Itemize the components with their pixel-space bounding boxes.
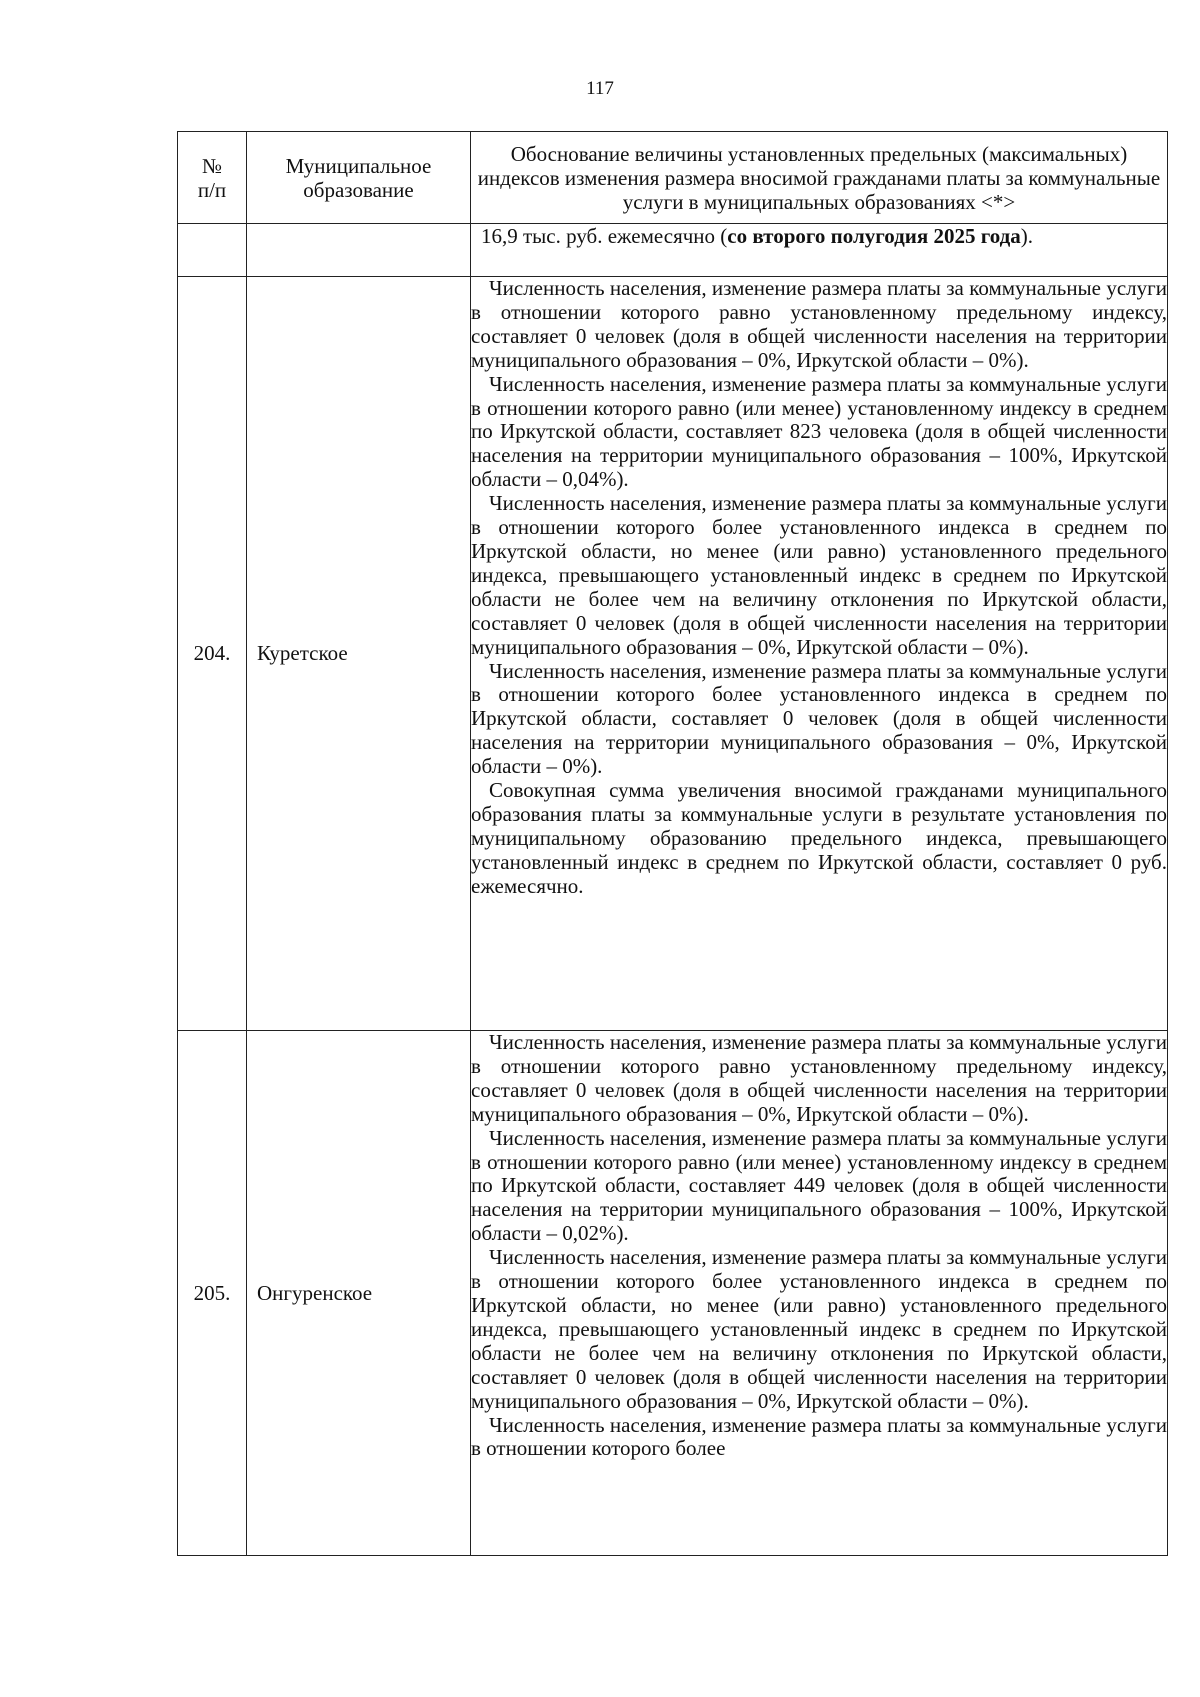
continuation-row (178, 224, 1168, 277)
header-municipality: Муниципальное образование (247, 132, 471, 224)
table-row (178, 1031, 1168, 1556)
row-municipality: Куретское (247, 277, 471, 1031)
header-number: № п/п (178, 132, 247, 224)
paragraph: Численность населения, изменение размера платы за коммунальные услуги в отношении которого равно (или менее) установленному индексу в среднем по Иркутской области, составляет 449 человек (доля в общей численности населения на территории муниципального образования – 100%, Иркутской области – 0,02%). (471, 1125, 1167, 1246)
table-row (178, 277, 1168, 1031)
continuation-bold: со второго полугодия 2025 года (727, 224, 1021, 248)
row-number: 204. (178, 277, 247, 1031)
row-number: 205. (178, 1031, 247, 1556)
row-justification (471, 277, 1168, 1031)
continuation-text: 16,9 тыс. руб. ежемесячно (со второго полугодия 2025 года). (471, 224, 1168, 277)
paragraph: Численность населения, изменение размера платы за коммунальные услуги в отношении которого равно установленному предельному индексу, составляет 0 человек (доля в общей численности населения на территории муниципального образования – 0%, Иркутской области – 0%). (471, 1030, 1167, 1126)
page-number: 117 (586, 78, 614, 99)
paragraph: Численность населения, изменение размера платы за коммунальные услуги в отношении которого более установленного индекса в среднем по Иркутской области, но менее (или равно) установленного предельного индекса, превышающего установленный индекс в среднем по Иркутской области не более чем на величину отклонения по Иркутской области, составляет 0 человек (доля в общей численности населения на территории муниципального образования – 0%, Иркутской области – 0%). (471, 491, 1167, 659)
row-justification (471, 1031, 1168, 1556)
header-justification: Обоснование величины установленных предельных (максимальных) индексов изменения размера вносимой гражданами платы за коммунальные услуги в муниципальных образованиях <*> (471, 132, 1168, 224)
table-header-row (178, 132, 1168, 224)
paragraph: Численность населения, изменение размера платы за коммунальные услуги в отношении которого более (471, 1412, 1167, 1461)
row-municipality: Онгуренское (247, 1031, 471, 1556)
paragraph: Численность населения, изменение размера платы за коммунальные услуги в отношении которого равно (или менее) установленному индексу в среднем по Иркутской области, составляет 823 человека (доля в общей численности населения на территории муниципального образования – 100%, Иркутской области – 0,04%). (471, 371, 1167, 492)
tariff-justification-table (177, 131, 1168, 1556)
paragraph: Численность населения, изменение размера платы за коммунальные услуги в отношении которого равно установленному предельному индексу, составляет 0 человек (доля в общей численности населения на территории муниципального образования – 0%, Иркутской области – 0%). (471, 276, 1167, 372)
paragraph: Численность населения, изменение размера платы за коммунальные услуги в отношении которого более установленного индекса в среднем по Иркутской области, составляет 0 человек (доля в общей численности населения на территории муниципального образования – 0%, Иркутской области – 0%). (471, 658, 1167, 779)
paragraph: Численность населения, изменение размера платы за коммунальные услуги в отношении которого более установленного индекса в среднем по Иркутской области, но менее (или равно) установленного предельного индекса, превышающего установленный индекс в среднем по Иркутской области не более чем на величину отклонения по Иркутской области, составляет 0 человек (доля в общей численности населения на территории муниципального образования – 0%, Иркутской области – 0%). (471, 1245, 1167, 1413)
paragraph: Совокупная сумма увеличения вносимой гражданами муниципального образования платы за коммунальные услуги в результате установления по муниципальному образованию предельного индекса, превышающего установленный индекс в среднем по Иркутской области, составляет 0 руб. ежемесячно. (471, 778, 1167, 898)
